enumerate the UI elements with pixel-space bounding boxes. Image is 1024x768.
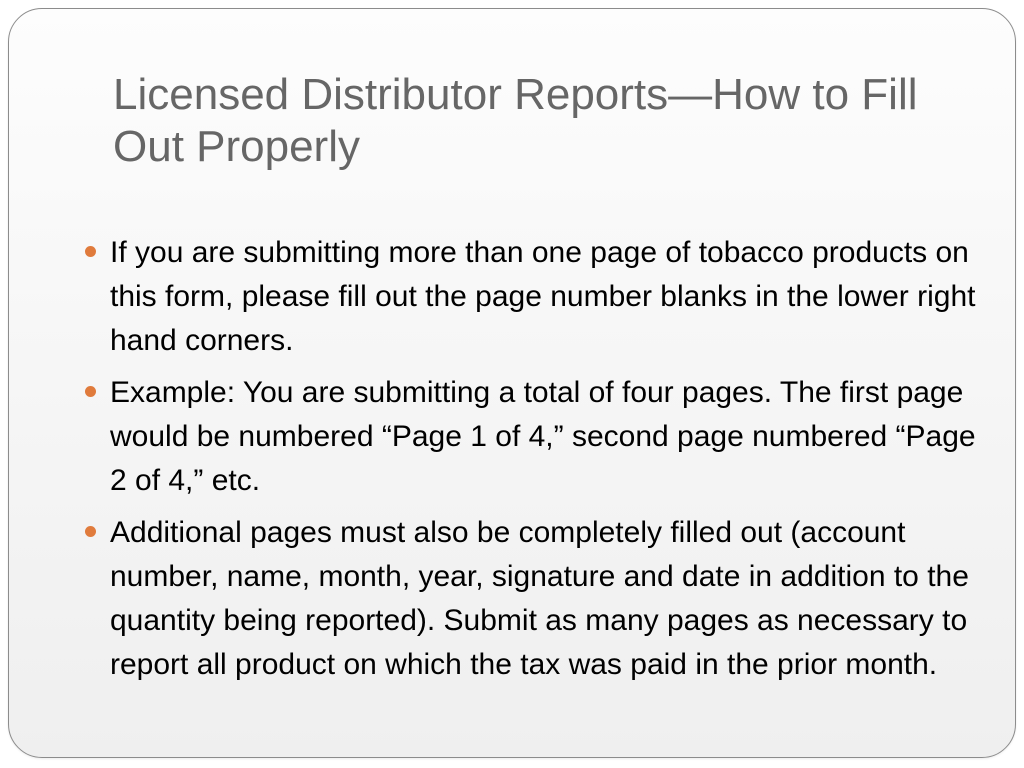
bullet-icon (85, 526, 96, 537)
bullet-text: Additional pages must also be completely filled out (account number, name, month, year, signature and date in addition to the quantity being reported). Submit as many pages as necessary to report all product on which the tax was paid in the prior month. (110, 516, 969, 681)
slide-title: Licensed Distributor Reports—How to Fill Out Properly (113, 70, 918, 171)
bullet-text: If you are submitting more than one page of tobacco products on this form, please fill out the page number blanks in the lower right hand corners. (110, 236, 976, 357)
bullet-item-additional-pages (85, 511, 985, 687)
bullet-icon (85, 246, 96, 257)
slide-frame (8, 8, 1016, 758)
bullet-icon (85, 386, 96, 397)
bullet-item-example (85, 371, 985, 503)
bullet-item-page-numbering (85, 231, 985, 363)
bullet-text: Example: You are submitting a total of four pages. The first page would be numbered “Page 1 of 4,” second page numbered “Page 2 of 4,” etc. (110, 376, 976, 497)
bullet-list (85, 231, 985, 695)
